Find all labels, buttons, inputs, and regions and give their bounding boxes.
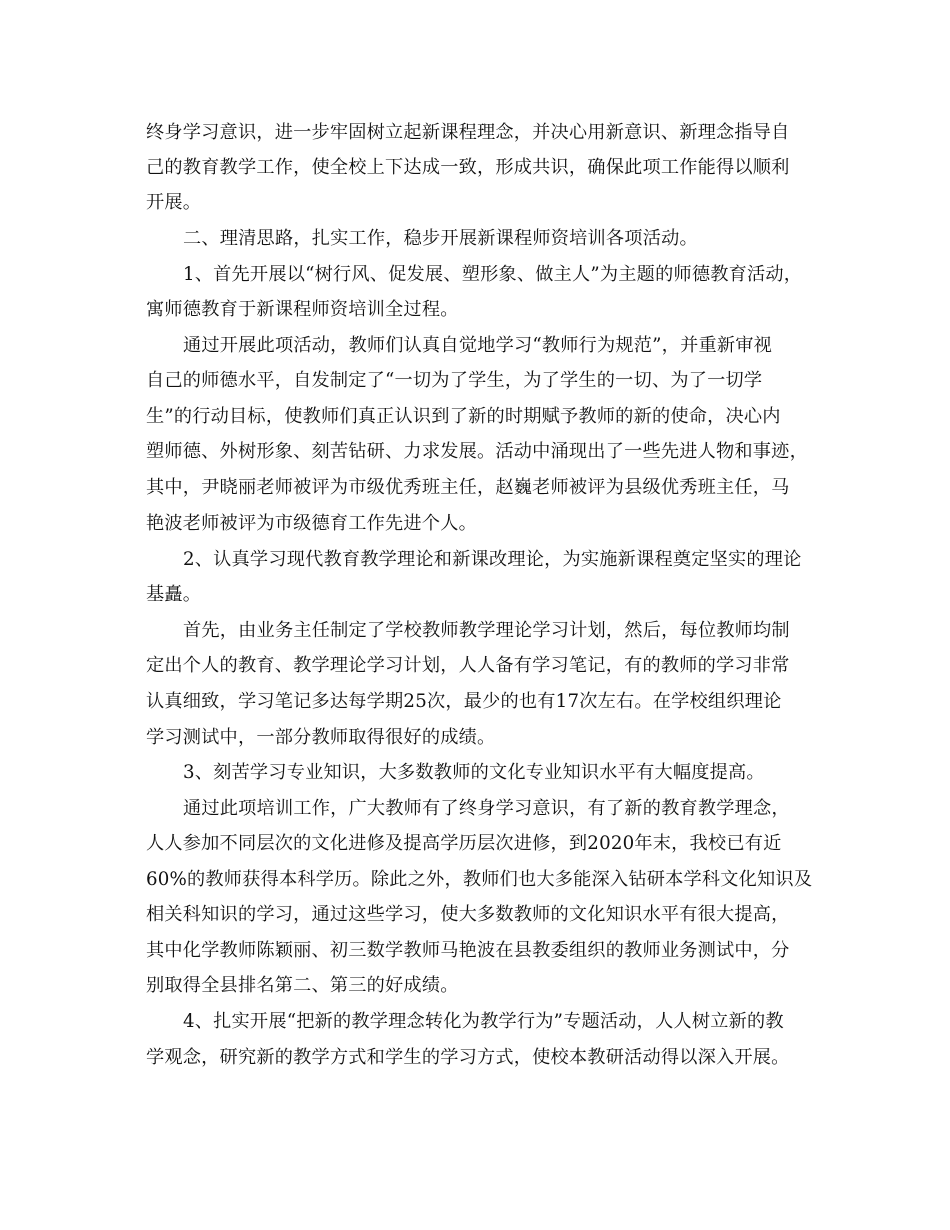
- section-heading: 二、理清思路，扎实工作，稳步开展新课程师资培训各项活动。: [183, 228, 698, 249]
- text-line: 生”的行动目标，使教师们真正认识到了新的时期赋予教师的新的使命，决心内: [146, 406, 781, 427]
- text-line: 认真细致，学习笔记多达每学期25次，最少的也有17次左右。在学校组织理论: [146, 691, 782, 712]
- text-line: 学观念，研究新的教学方式和学生的学习方式，使校本教研活动得以深入开展。: [146, 1047, 790, 1068]
- text-line: 终身学习意识，进一步牢固树立起新课程理念，并决心用新意识、新理念指导自: [146, 122, 790, 143]
- text-line: 塑师德、外树形象、刻苦钻研、力求发展。活动中涌现出了一些先进人物和事迹，: [146, 441, 808, 462]
- text-line: 1、首先开展以“树行风、促发展、塑形象、做主人”为主题的师德教育活动，: [183, 264, 803, 285]
- text-line: 60%的教师获得本科学历。除此之外，教师们也大多能深入钻研本学科文化知识及: [146, 869, 813, 890]
- text-line: 己的教育教学工作，使全校上下达成一致，形成共识，确保此项工作能得以顺利: [146, 157, 790, 178]
- text-line: 3、刻苦学习专业知识，大多数教师的文化专业知识水平有大幅度提高。: [183, 762, 765, 783]
- text-line: 相关科知识的学习，通过这些学习，使大多数教师的文化知识水平有很大提高，: [146, 904, 790, 925]
- text-line: 基矗。: [146, 584, 202, 605]
- text-line: 通过此项培训工作，广大教师有了终身学习意识，有了新的教育教学理念，: [183, 798, 790, 819]
- text-line: 开展。: [146, 192, 202, 213]
- text-line: 其中，尹晓丽老师被评为市级优秀班主任，赵巍老师被评为县级优秀班主任，马: [146, 477, 790, 498]
- text-line: 4、扎实开展“把新的教学理念转化为教学行为”专题活动，人人树立新的教: [183, 1011, 784, 1032]
- text-line: 其中化学教师陈颖丽、初三数学教师马艳波在县教委组织的教师业务测试中，分: [146, 940, 790, 961]
- text-line: 人人参加不同层次的文化进修及提高学历层次进修，到2020年末，我校已有近: [146, 833, 782, 854]
- text-line: 定出个人的教育、教学理论学习计划，人人备有学习笔记，有的教师的学习非常: [146, 655, 790, 676]
- text-line: 通过开展此项活动，教师们认真自觉地学习“教师行为规范”，并重新审视: [183, 335, 773, 356]
- text-line: 2、认真学习现代教育教学理论和新课改理论，为实施新课程奠定坚实的理论: [183, 549, 802, 570]
- text-line: 别取得全县排名第二、第三的好成绩。: [146, 975, 459, 996]
- text-line: 学习测试中，一部分教师取得很好的成绩。: [146, 727, 496, 748]
- text-line: 寓师德教育于新课程师资培训全过程。: [146, 299, 459, 320]
- text-line: 艳波老师被评为市级德育工作先进个人。: [146, 513, 477, 534]
- text-line: 自己的师德水平，自发制定了“一切为了学生，为了学生的一切、为了一切学: [146, 370, 763, 391]
- text-line: 首先，由业务主任制定了学校教师教学理论学习计划，然后，每位教师均制: [183, 620, 790, 641]
